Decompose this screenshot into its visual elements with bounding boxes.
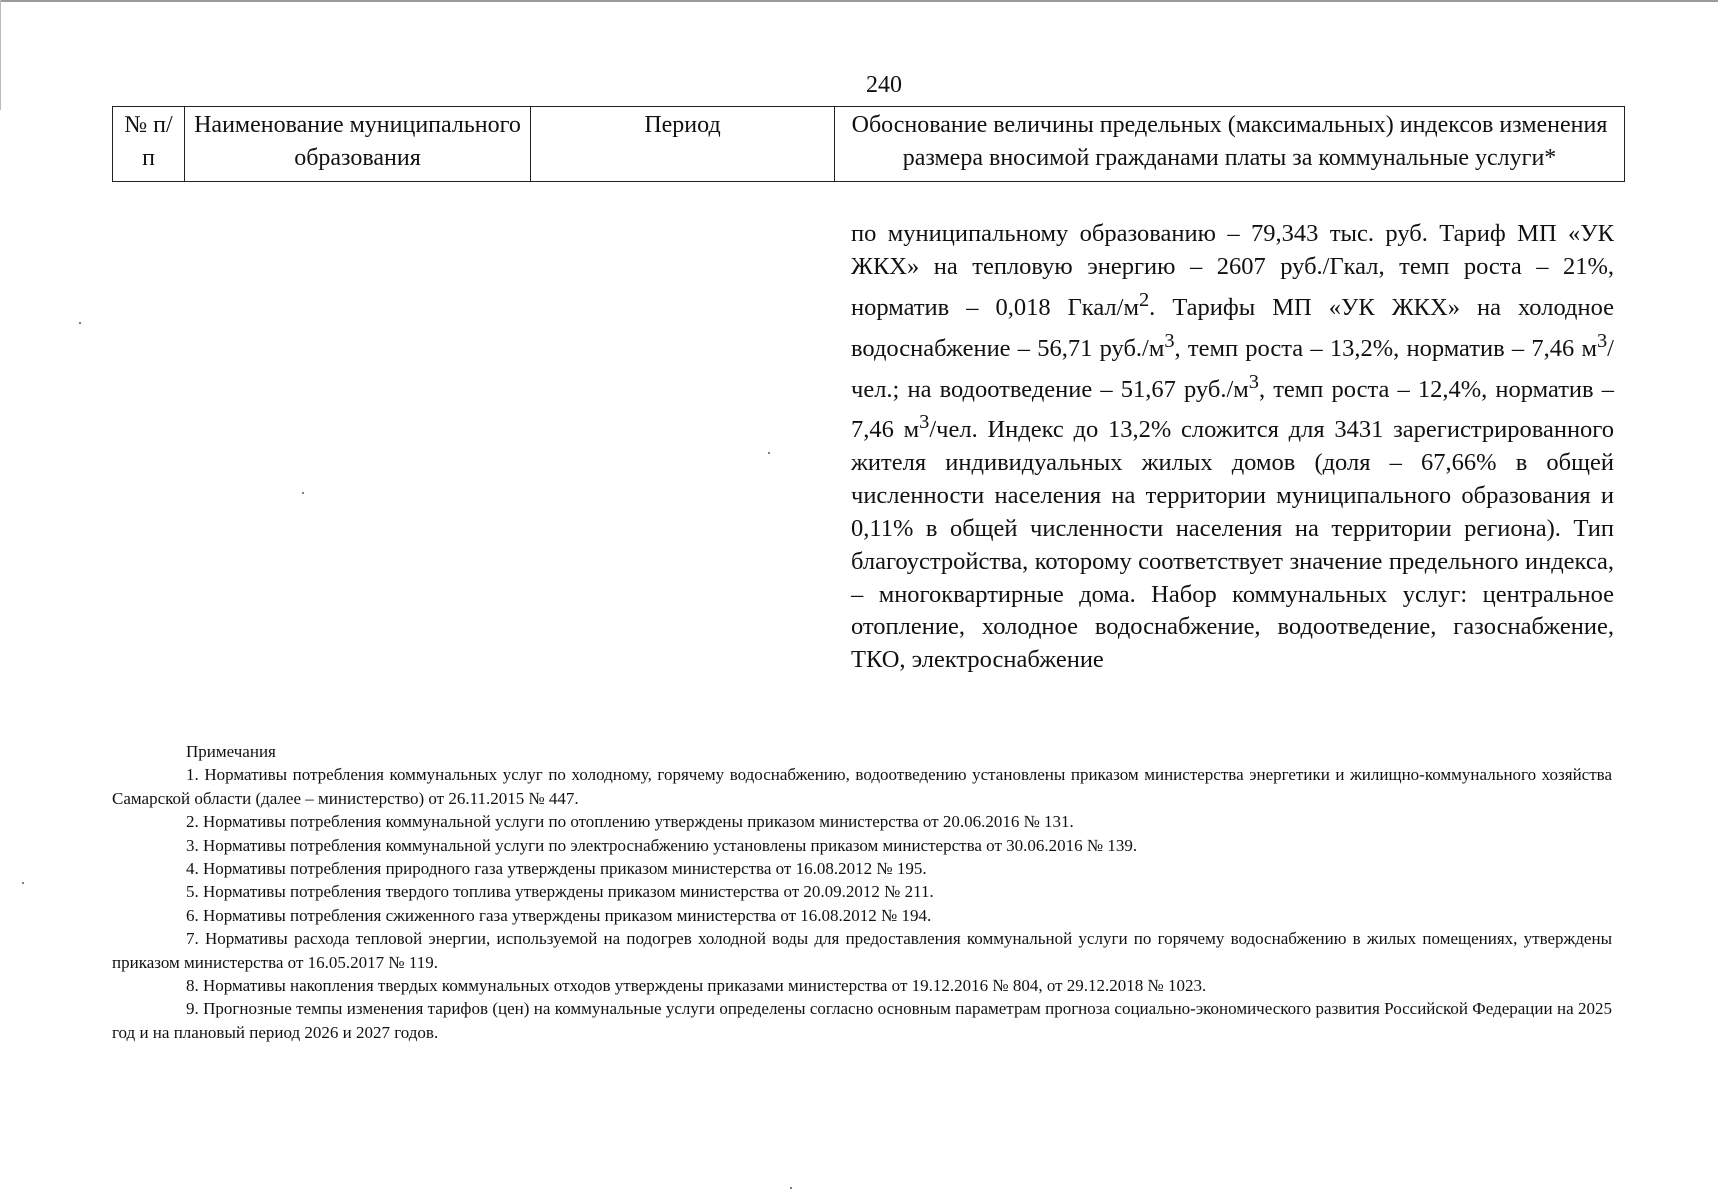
header-municipality-name: Наименование муниципального образования [185,107,531,182]
basis-sup-5: 3 [919,411,930,434]
scan-speck [302,492,304,494]
note-item: 8. Нормативы накопления твердых коммунальных отходов утверждены приказами министерства от 19.12.2016 № 804, от 29.12.2018 № 1023. [186,976,1207,996]
note-item: 6. Нормативы потребления сжиженного газа утверждены приказом министерства от 16.08.2012 № 194. [186,905,932,925]
basis-part-4: /чел.; на водоотведение – 51,67 руб./м [851,334,1614,403]
basis-part-1: по муниципальному образованию – 79,343 тыс. руб. Тариф МП «УК ЖКХ» на тепловую энергию – 2607 руб./Гкал, темп роста – 21%, норматив – 0,018 Гкал/м [851,220,1614,321]
header-period: Период [531,107,835,182]
note-item: 2. Нормативы потребления коммунальной услуги по отоплению утверждены приказом министерства от 20.06.2016 № 131. [186,812,1074,832]
scan-speck [79,322,81,324]
note-item: 7. Нормативы расхода тепловой энергии, используемой на подогрев холодной воды для предоставления коммунальной услуги по горячему водоснабжению в жилых помещениях, утверждены приказом министерства от 16.05.2017 № 119. [112,929,1612,972]
header-table [112,106,1625,182]
basis-part-3: , темп роста – 13,2%, норматив – 7,46 м [1174,334,1597,362]
header-num: № п/п [113,107,185,182]
notes-section [112,740,1612,1044]
header-row [113,107,1625,182]
scan-speck [768,452,770,454]
scan-edge-top [0,0,1718,2]
basis-sup-1: 2 [1138,288,1150,311]
scan-speck [790,1187,792,1189]
note-item: 5. Нормативы потребления твердого топлива утверждены приказом министерства от 20.09.2012 № 211. [186,882,934,902]
basis-part-2: . Тарифы МП «УК ЖКХ» на холодное водоснабжение – 56,71 руб./м [851,293,1614,362]
basis-sup-2: 3 [1164,329,1175,352]
basis-sup-3: 3 [1596,329,1608,352]
notes-title: Примечания [186,742,276,761]
scan-speck [22,882,24,884]
basis-paragraph [851,218,1614,677]
note-item: 4. Нормативы потребления природного газа утверждены приказом министерства от 16.08.2012 № 195. [186,859,927,879]
basis-text [851,218,1614,677]
basis-part-6: /чел. Индекс до 13,2% сложится для 3431 зарегистрированного жителя индивидуальных жилых домов (доля – 67,66% в общей численности населения на территории муниципального образования и 0,11% в общей численности населения на территории региона). Тип благоустройства, которому соответствует значение предельного индекса, – многоквартирные дома. Набор коммунальных услуг: центральное отопление, холодное водоснабжение, водоотведение, газоснабжение, ТКО, электроснабжение [851,416,1614,674]
note-item: 1. Нормативы потребления коммунальных услуг по холодному, горячему водоснабжению, водоотведению установлены приказом министерства энергетики и жилищно-коммунального хозяйства Самарской области (далее – министерство) от 26.11.2015 № 447. [112,765,1612,808]
page-number: 240 [866,72,902,98]
basis-sup-4: 3 [1248,370,1259,393]
header-basis: Обоснование величины предельных (максимальных) индексов изменения размера вносимой гражданами платы за коммунальные услуги* [835,107,1625,182]
note-item: 3. Нормативы потребления коммунальной услуги по электроснабжению установлены приказом министерства от 30.06.2016 № 139. [186,835,1138,855]
basis-part-5: , темп роста – 12,4%, норматив – 7,46 м [851,375,1614,444]
note-item: 9. Прогнозные темпы изменения тарифов (цен) на коммунальные услуги определены согласно основным параметрам прогноза социально-экономического развития Российской Федерации на 2025 год и на плановый период 2026 и 2027 годов. [112,999,1612,1042]
